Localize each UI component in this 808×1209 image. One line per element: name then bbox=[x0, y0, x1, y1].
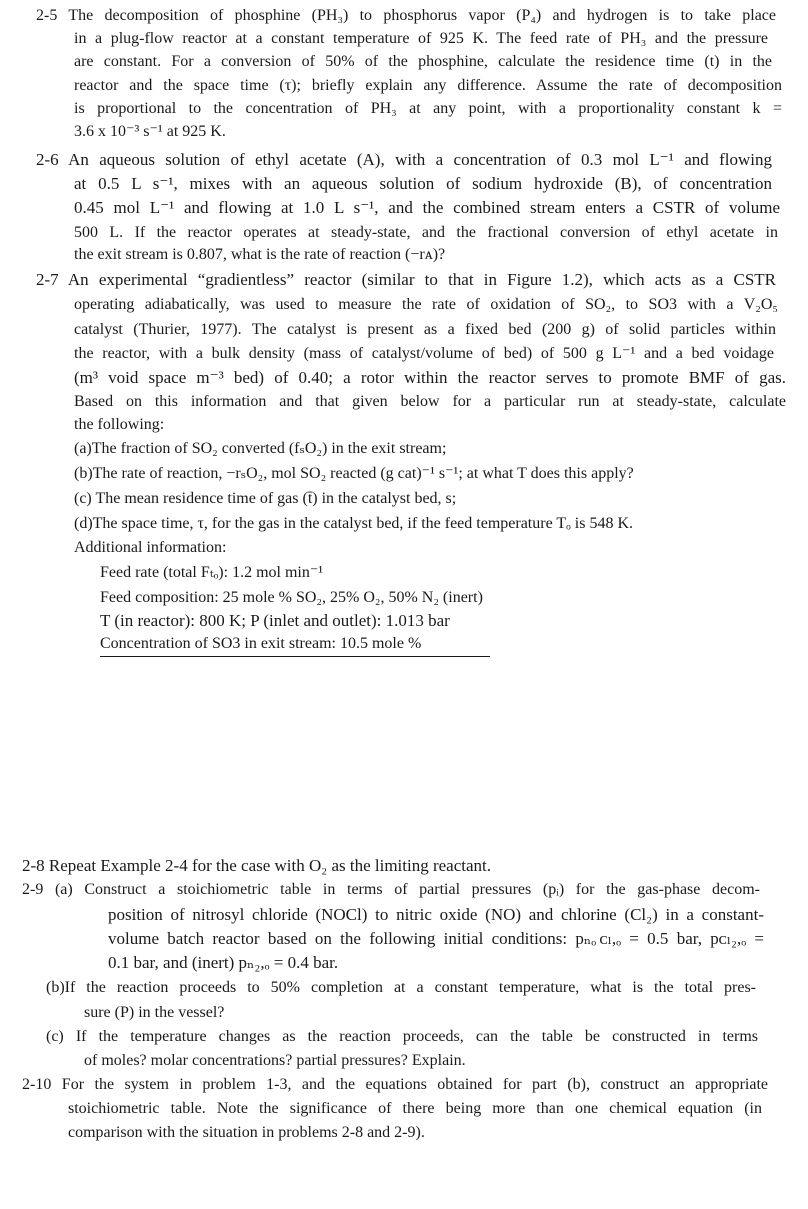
problem-2-7-additional-info: Additional information: bbox=[74, 539, 227, 556]
problem-2-7-feed-rate: Feed rate (total Fₜₒ): 1.2 mol min⁻¹ bbox=[100, 564, 324, 581]
problem-2-6-line-4: 500 L. If the reactor operates at steady-state, and the fractional conversion of ethyl acetate in bbox=[74, 224, 778, 241]
problem-2-7-feed-composition: Feed composition: 25 mole % SO₂, 25% O₂, 50% N₂ (inert) bbox=[100, 589, 483, 606]
problem-2-7-part-a: (a)The fraction of SO₂ converted (fₛO₂) in the exit stream; bbox=[74, 440, 447, 457]
problem-2-9-part-c-1: (c) If the temperature changes as the reaction proceeds, can the table be constructed in terms bbox=[46, 1028, 758, 1045]
problem-2-5-line-3: are constant. For a conversion of 50% of the phosphine, calculate the residence time (t) in the bbox=[74, 53, 772, 70]
problem-2-7-line-3: catalyst (Thurier, 1977). The catalyst is present as a fixed bed (200 g) of solid particles within bbox=[74, 321, 776, 338]
problem-2-9-line-4: 0.1 bar, and (inert) pₙ₂,ₒ = 0.4 bar. bbox=[108, 953, 339, 972]
problem-2-9-part-c-2: of moles? molar concentrations? partial pressures? Explain. bbox=[84, 1052, 466, 1069]
problem-2-7-line-4: the reactor, with a bulk density (mass of catalyst/volume of bed) of 500 g L⁻¹ and a bed voidage bbox=[74, 345, 774, 362]
problem-2-7-part-d: (d)The space time, τ, for the gas in the catalyst bed, if the feed temperature Tₒ is 548 K. bbox=[74, 515, 633, 532]
problem-2-9-line-1: 2-9 (a) Construct a stoichiometric table in terms of partial pressures (pᵢ) for the gas-phase decom- bbox=[22, 881, 760, 898]
problem-2-8-line-1: 2-8 Repeat Example 2-4 for the case with O₂ as the limiting reactant. bbox=[22, 856, 492, 875]
problem-2-7-part-b: (b)The rate of reaction, −rₛO₂, mol SO₂ reacted (g cat)⁻¹ s⁻¹; at what T does this apply? bbox=[74, 465, 634, 482]
problem-2-7-exit-concentration: Concentration of SO3 in exit stream: 10.5 mole % bbox=[100, 635, 422, 652]
problem-2-9-part-b-1: (b)If the reaction proceeds to 50% completion at a constant temperature, what is the total pres- bbox=[46, 979, 756, 996]
problem-2-7-line-7: the following: bbox=[74, 416, 165, 433]
problem-2-9-line-3: volume batch reactor based on the following initial conditions: pₙₒ ᴄₗ,ₒ = 0.5 bar, pᴄₗ₂,ₒ = bbox=[108, 929, 764, 948]
problem-2-9-line-2: position of nitrosyl chloride (NOCl) to nitric oxide (NO) and chlorine (Cl₂) in a constant- bbox=[108, 905, 764, 924]
problem-2-6-line-3: 0.45 mol L⁻¹ and flowing at 1.0 L s⁻¹, and the combined stream enters a CSTR of volume bbox=[74, 198, 780, 217]
problem-2-7-line-1: 2-7 An experimental “gradientless” reactor (similar to that in Figure 1.2), which acts as a CSTR bbox=[36, 270, 776, 289]
problem-2-10-line-2: stoichiometric table. Note the significance of there being more than one chemical equation (in bbox=[68, 1100, 762, 1117]
problem-2-6-line-1: 2-6 An aqueous solution of ethyl acetate (A), with a concentration of 0.3 mol L⁻¹ and flowing bbox=[36, 150, 772, 169]
problem-2-10-line-1: 2-10 For the system in problem 1-3, and the equations obtained for part (b), construct an appropriate bbox=[22, 1076, 768, 1093]
problem-2-5-line-4: reactor and the space time (τ); briefly explain any difference. Assume the rate of decomposition bbox=[74, 77, 782, 94]
problem-2-5-line-2: in a plug-flow reactor at a constant temperature of 925 K. The feed rate of PH₃ and the pressure bbox=[74, 30, 768, 47]
problem-2-7-temperature: T (in reactor): 800 K; P (inlet and outlet): 1.013 bar bbox=[100, 611, 450, 630]
problem-2-5-line-1: 2-5 The decomposition of phosphine (PH₃) to phosphorus vapor (P₄) and hydrogen is to take place bbox=[36, 7, 776, 24]
table-underline bbox=[100, 656, 490, 657]
problem-2-7-part-c: (c) The mean residence time of gas (t̄) in the catalyst bed, s; bbox=[74, 490, 457, 507]
problem-2-5-line-6: 3.6 x 10⁻³ s⁻¹ at 925 K. bbox=[74, 123, 226, 140]
problem-2-10-line-3: comparison with the situation in problems 2-8 and 2-9). bbox=[68, 1124, 425, 1141]
problem-2-7-line-6: Based on this information and that given below for a particular run at steady-state, calculate bbox=[74, 393, 786, 410]
problem-2-5-line-5: is proportional to the concentration of PH₃ at any point, with a proportionality constant k = bbox=[74, 100, 782, 117]
problem-2-7-line-2: operating adiabatically, was used to measure the rate of oxidation of SO₂, to SO3 with a V₂O₅ bbox=[74, 296, 778, 313]
problem-2-6-line-5: the exit stream is 0.807, what is the rate of reaction (−rᴀ)? bbox=[74, 246, 446, 263]
problem-2-6-line-2: at 0.5 L s⁻¹, mixes with an aqueous solution of sodium hydroxide (B), of concentration bbox=[74, 174, 772, 193]
problem-2-9-part-b-2: sure (P) in the vessel? bbox=[84, 1004, 225, 1021]
problem-2-7-line-5: (m³ void space m⁻³ bed) of 0.40; a rotor within the reactor serves to promote BMF of gas. bbox=[74, 368, 786, 387]
